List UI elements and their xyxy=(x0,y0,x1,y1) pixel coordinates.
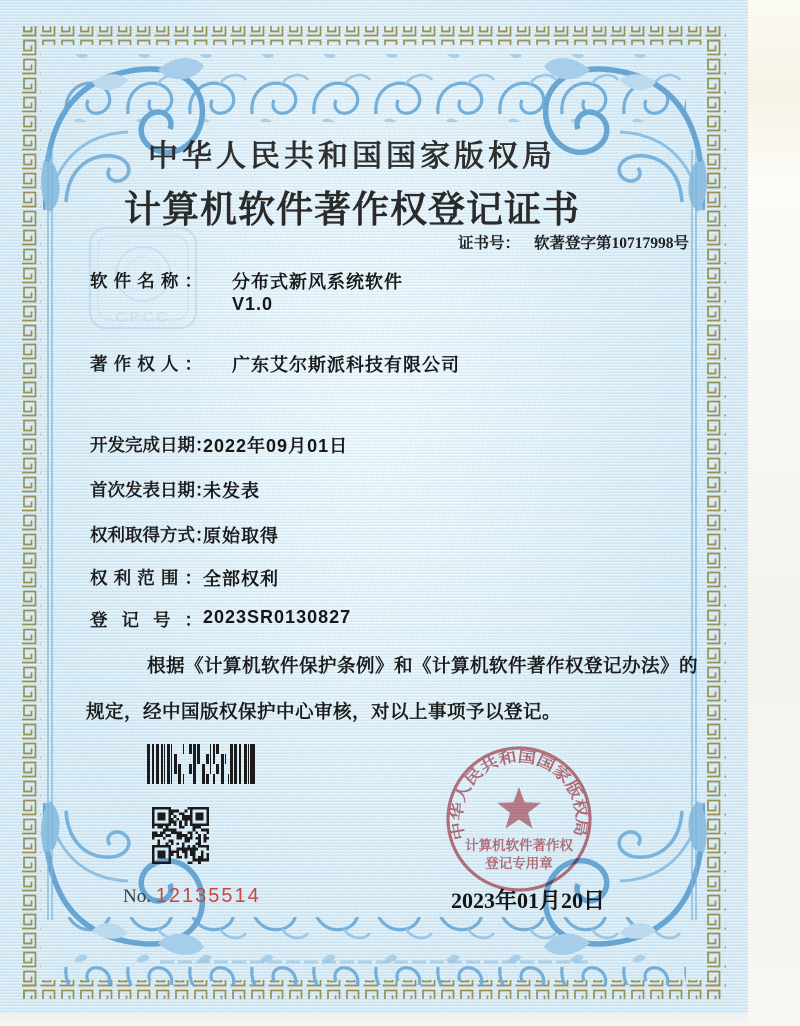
field-value: 未发表 xyxy=(203,481,260,501)
certificate-title: 计算机软件著作权登记证书 xyxy=(124,190,580,231)
field-label: 开发完成日期： xyxy=(90,435,213,455)
field-value: 2022年09月01日 xyxy=(203,436,349,456)
serial-prefix: No. xyxy=(123,886,151,907)
field-value: 原始取得 xyxy=(203,526,279,546)
serial-number: 12135514 xyxy=(155,885,261,907)
field-row-copyright-owner xyxy=(90,351,460,376)
field-value: 全部权利 xyxy=(203,569,279,589)
field-value: 2023SR0130827 xyxy=(203,607,352,627)
scan-margin-right xyxy=(748,0,800,1026)
serial-number-line xyxy=(123,885,261,908)
field-value: 分布式新风系统软件 xyxy=(232,272,403,292)
scan-margin-bottom xyxy=(0,1013,748,1026)
barcode xyxy=(147,744,255,784)
certificate-number-value: 软著登字第10717998号 xyxy=(534,235,690,252)
stamp-star-icon xyxy=(497,787,541,829)
field-value: 广东艾尔斯派科技有限公司 xyxy=(232,355,460,375)
certificate-number-line xyxy=(458,231,689,253)
field-label: 著作权人： xyxy=(90,354,202,374)
official-stamp xyxy=(444,744,594,894)
field-value: V1.0 xyxy=(232,294,274,314)
certificate-number-label: 证书号： xyxy=(458,235,521,252)
stamp-line1: 计算机软件著作权 xyxy=(465,838,573,853)
field-label: 软件名称： xyxy=(90,271,202,291)
field-row-registration-number xyxy=(90,607,352,632)
watermark-text: CPCC xyxy=(115,309,171,326)
field-label: 权利取得方式： xyxy=(90,525,213,545)
stamp-line2: 登记专用章 xyxy=(485,856,553,871)
field-row-rights-scope xyxy=(90,565,279,590)
field-label: 权利范围： xyxy=(90,568,202,588)
stamp-ring-text: 中华人民共和国国家版权局 xyxy=(448,748,590,842)
field-label: 登记号： xyxy=(90,610,202,630)
field-row-software-name xyxy=(90,268,403,293)
registration-statement-line1: 根据《计算机软件保护条例》和《计算机软件著作权登记办法》的 xyxy=(147,657,699,677)
field-label: 首次发表日期： xyxy=(90,480,213,500)
field-row-dev-complete-date xyxy=(90,432,349,457)
issuing-authority: 中华人民共和国国家版权局 xyxy=(148,140,556,173)
issue-date: 2023年01月20日 xyxy=(451,888,606,913)
qr-code xyxy=(152,807,209,864)
field-row-rights-acquisition xyxy=(90,522,279,547)
field-row-first-publication xyxy=(90,477,260,502)
registration-statement-line2: 规定，经中国版权保护中心审核，对以上事项予以登记。 xyxy=(86,703,562,723)
